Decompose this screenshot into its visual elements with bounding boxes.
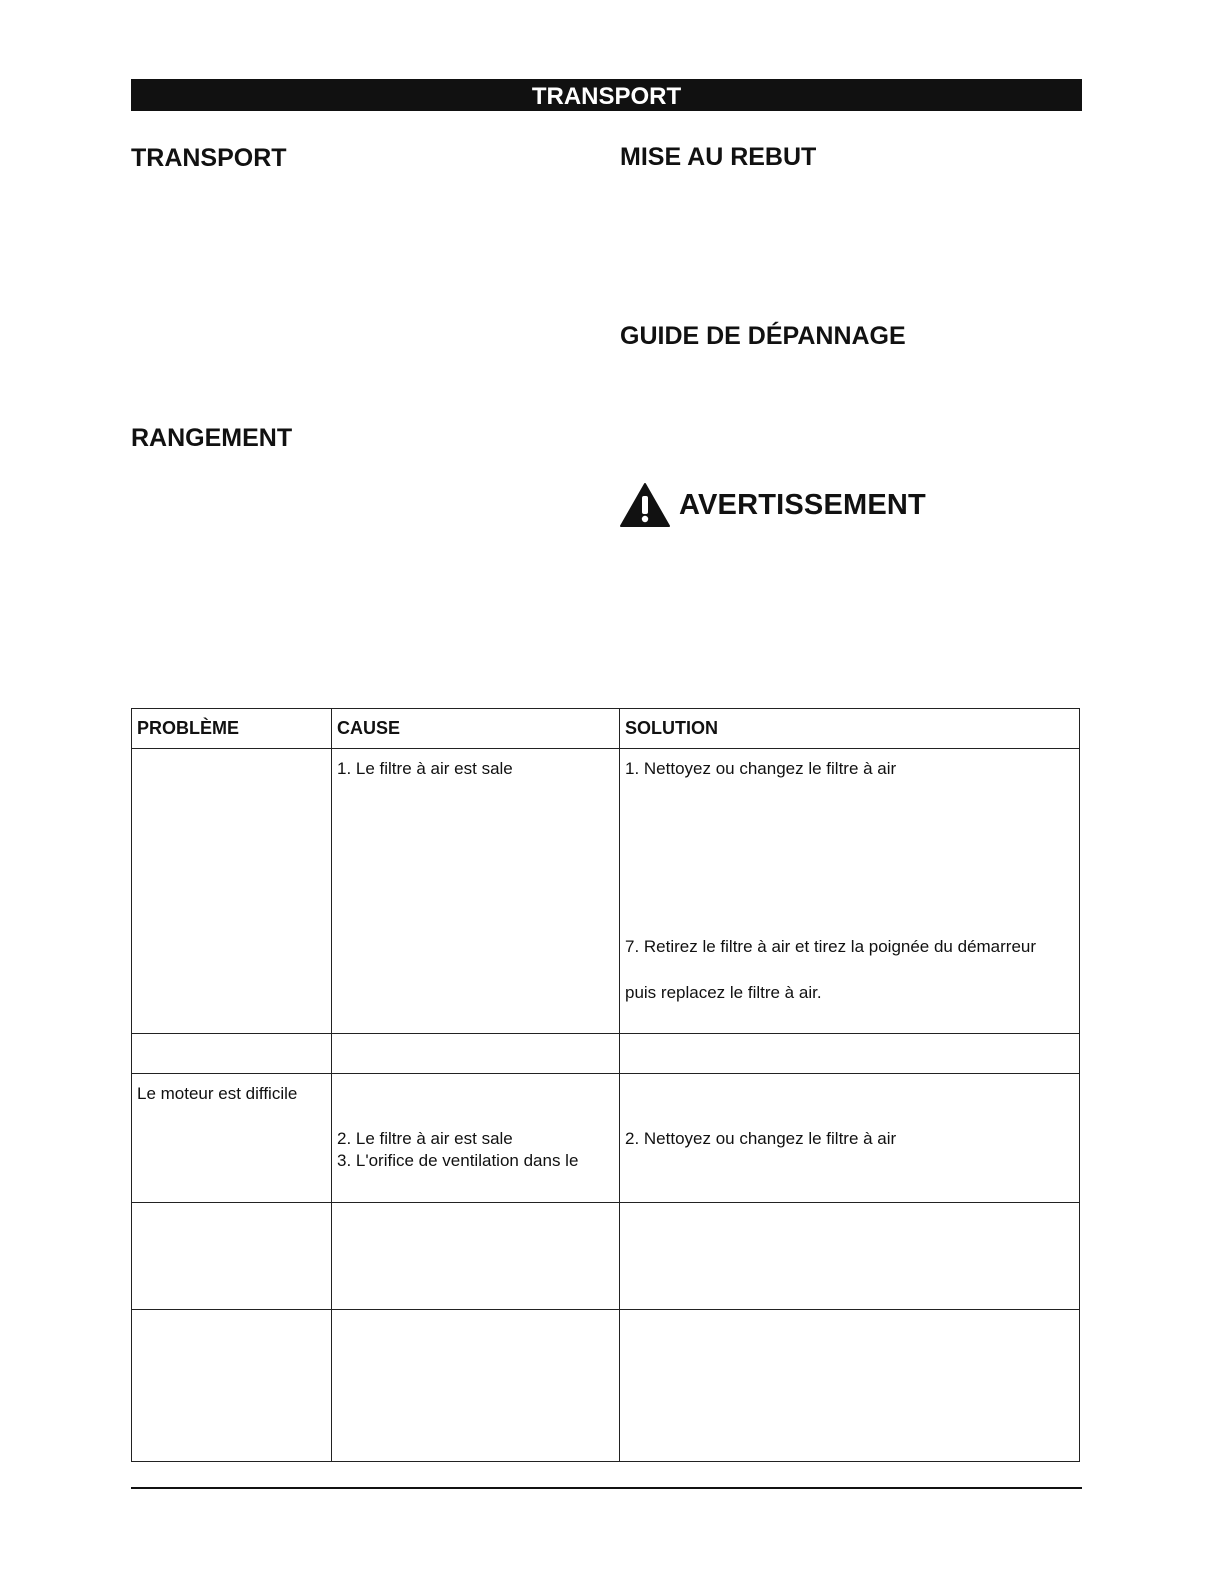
table-cell-solution	[620, 749, 1080, 1034]
column-header-problem: PROBLÈME	[132, 709, 332, 749]
table-cell-cause	[332, 1203, 620, 1310]
cause-line: 1. Le filtre à air est sale	[337, 759, 513, 778]
table-row	[132, 1203, 1080, 1310]
table-row	[132, 1034, 1080, 1074]
solution-line: 2. Nettoyez ou changez le filtre à air	[625, 1129, 897, 1148]
table-cell-solution	[620, 1203, 1080, 1310]
table-cell-problem	[132, 1203, 332, 1310]
heading-rangement: RANGEMENT	[131, 424, 293, 452]
table-cell-problem	[132, 1310, 332, 1462]
header-title: TRANSPORT	[531, 83, 682, 110]
table-header-row	[132, 709, 1080, 749]
problem-line: Le moteur est difficile	[137, 1084, 298, 1103]
footer-divider	[131, 1487, 1082, 1489]
heading-guide-depannage: GUIDE DE DÉPANNAGE	[620, 322, 906, 350]
table-row	[132, 1310, 1080, 1462]
solution-line: puis replacez le filtre à air.	[625, 983, 822, 1002]
section-header-bar	[131, 79, 1082, 111]
cause-line: 2. Le filtre à air est sale	[337, 1129, 513, 1148]
warning-banner	[619, 482, 926, 528]
troubleshooting-table	[131, 708, 1080, 1462]
table-cell-cause	[332, 749, 620, 1034]
heading-mise-au-rebut: MISE AU REBUT	[620, 143, 817, 171]
table-cell-cause	[332, 1074, 620, 1203]
table-cell-problem	[132, 1034, 332, 1074]
cause-line: 3. L'orifice de ventilation dans le	[337, 1151, 579, 1170]
table-cell-solution	[620, 1034, 1080, 1074]
heading-transport: TRANSPORT	[131, 144, 287, 172]
table-cell-solution	[620, 1074, 1080, 1203]
table-cell-cause	[332, 1310, 620, 1462]
warning-triangle-icon	[619, 482, 671, 528]
table-cell-problem	[132, 1074, 332, 1203]
solution-line: 1. Nettoyez ou changez le filtre à air	[625, 759, 897, 778]
column-header-solution: SOLUTION	[620, 709, 1080, 749]
table-cell-problem	[132, 749, 332, 1034]
column-header-cause: CAUSE	[332, 709, 620, 749]
table-cell-cause	[332, 1034, 620, 1074]
warning-label: AVERTISSEMENT	[679, 488, 926, 521]
table-row	[132, 1074, 1080, 1203]
table-row	[132, 749, 1080, 1034]
solution-line: 7. Retirez le filtre à air et tirez la poignée du démarreur	[625, 937, 1037, 956]
table-cell-solution	[620, 1310, 1080, 1462]
